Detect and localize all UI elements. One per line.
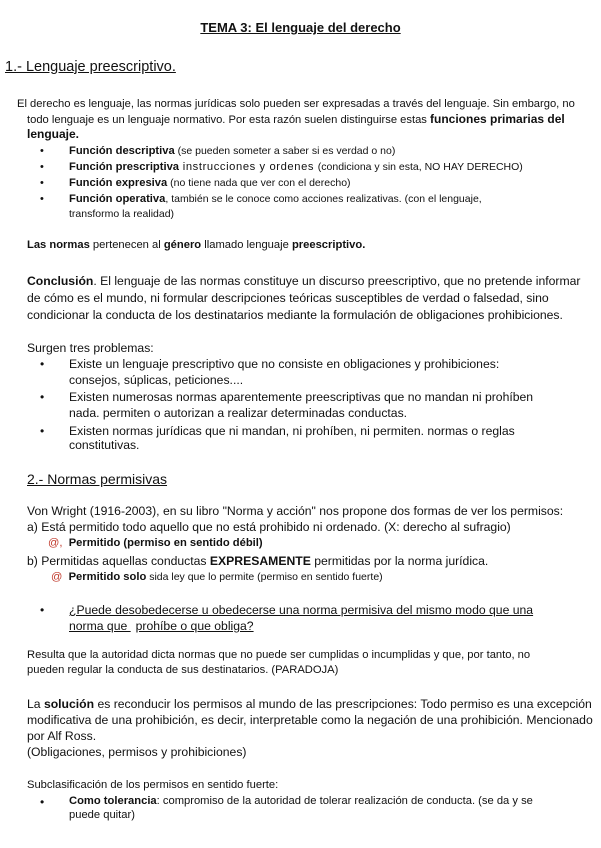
function-operativa: Función operativa, también se le conoce como acciones realizativas. (con el lenguaje, bbox=[69, 193, 482, 205]
function-descriptiva: Función descriptiva (se pueden someter a saber si es verdad o no) bbox=[69, 145, 396, 157]
solucion-line-4: (Obligaciones, permisos y prohibiciones) bbox=[27, 745, 247, 759]
bullet-marker: • bbox=[40, 603, 45, 617]
resulta-line-1: Resulta que la autoridad dicta normas que no puede ser cumplidas o incumplidas y que, por tanto, no bbox=[27, 649, 531, 661]
problem-1-line-1: Existe un lenguaje prescriptivo que no consiste en obligaciones y prohibiciones: bbox=[69, 357, 500, 371]
section1-heading: 1.- Lenguaje preescriptivo. bbox=[5, 59, 176, 75]
at-sign-icon: @, bbox=[48, 537, 63, 549]
option-b-sub: @ Permitido solo sida ley que lo permite (permiso en sentido fuerte) bbox=[51, 571, 383, 583]
problem-2-line-1: Existen numerosas normas aparentemente preescriptivas que no mandan ni prohíben bbox=[69, 390, 534, 404]
bullet-marker: • bbox=[40, 193, 44, 205]
bullet-marker: • bbox=[40, 177, 44, 189]
conclusion-line-3: condicionar la conducta de los destinatarios mediante la formulación de obligaciones prohibiciones. bbox=[27, 308, 563, 322]
intro-line-1: El derecho es lenguaje, las normas jurídicas solo pueden ser expresadas a través del lenguaje. Sin embargo, no bbox=[17, 98, 575, 110]
bullet-marker: • bbox=[40, 795, 45, 809]
subclasificacion-line: Subclasificación de los permisos en sentido fuerte: bbox=[27, 779, 279, 791]
bullet-marker: • bbox=[40, 145, 44, 157]
conclusion-line-2: de cómo es el mundo, ni formular descripciones teóricas susceptibles de verdad o falsedad, sino bbox=[27, 291, 549, 305]
normas-line: Las normas pertenecen al género llamado lenguaje preescriptivo. bbox=[27, 239, 366, 251]
resulta-line-2: pueden regular la conducta de sus destinatarios. (PARADOJA) bbox=[27, 664, 339, 676]
function-prescriptiva: Función prescriptiva instrucciones y ordenes (condiciona y sin esta, NO HAY DERECHO) bbox=[69, 161, 523, 173]
solucion-line-3: por Alf Ross. bbox=[27, 729, 97, 743]
question-line-2: norma que prohíbe o que obliga? bbox=[69, 619, 254, 633]
bullet-marker: • bbox=[40, 390, 45, 404]
section2-heading: 2.- Normas permisivas bbox=[27, 471, 168, 487]
conclusion-line-1: Conclusión. El lenguaje de las normas constituye un discurso preescriptivo, que no pretende informar bbox=[27, 274, 581, 288]
at-sign-icon: @ bbox=[51, 571, 63, 583]
intro-line-3: lenguaje. bbox=[27, 127, 80, 141]
option-b-line: b) Permitidas aquellas conductas EXPRESAMENTE permitidas por la norma jurídica. bbox=[27, 554, 489, 568]
question-line-1: ¿Puede desobedecerse u obedecerse una norma permisiva del mismo modo que una bbox=[69, 603, 534, 617]
option-a-sub: @, Permitido (permiso en sentido débil) bbox=[48, 537, 263, 549]
problem-3-line-1: Existen normas jurídicas que ni mandan, ni prohíben, ni permiten. normas o reglas bbox=[69, 424, 515, 438]
problems-intro: Surgen tres problemas: bbox=[27, 341, 154, 355]
bullet-marker: • bbox=[40, 161, 44, 173]
intro-line-2: todo lenguaje es un lenguaje normativo. Por esta razón suelen distinguirse estas funciones primarias del bbox=[27, 112, 565, 126]
document-title: TEMA 3: El lenguaje del derecho bbox=[200, 20, 401, 35]
tolerancia-line-1: Como tolerancia: compromiso de la autoridad de tolerar realización de conducta. (se da y se bbox=[69, 795, 533, 807]
problem-2-line-2: nada. permiten o autorizan a realizar determinadas conductas. bbox=[69, 406, 408, 420]
vonwright-line: Von Wright (1916-2003), en su libro "Norma y acción" nos propone dos formas de ver los permisos: bbox=[27, 504, 564, 518]
problem-1-line-2: consejos, súplicas, peticiones.... bbox=[69, 373, 244, 387]
solucion-line-2: modificativa de una prohibición, es decir, interpretable como la negación de una prohibición. Mencionado bbox=[27, 713, 593, 727]
tolerancia-line-2: puede quitar) bbox=[69, 809, 135, 821]
function-expresiva: Función expresiva (no tiene nada que ver con el derecho) bbox=[69, 177, 351, 189]
function-operativa-cont: transformo la realidad) bbox=[69, 208, 175, 220]
option-a-line: a) Está permitido todo aquello que no está prohibido ni ordenado. (X: derecho al sufragio) bbox=[27, 520, 511, 534]
bullet-marker: • bbox=[40, 357, 45, 371]
problem-3-line-2: constitutivas. bbox=[69, 438, 140, 452]
solucion-line-1: La solución es reconducir los permisos al mundo de las prescripciones: Todo permiso es una excepción bbox=[27, 697, 592, 711]
bullet-marker: • bbox=[40, 424, 45, 438]
